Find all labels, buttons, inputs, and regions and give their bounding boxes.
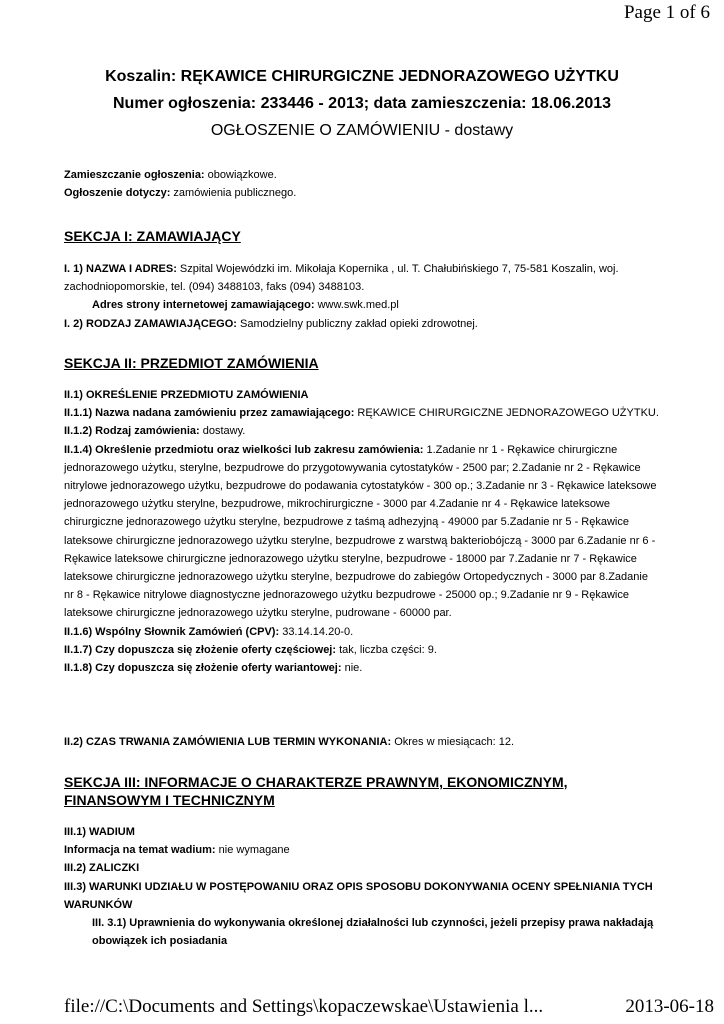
advances-label: III.2) ZALICZKI (64, 862, 140, 875)
deposit-label: III.1) WADIUM (64, 826, 135, 838)
order-scope (64, 441, 660, 623)
cpv-label: II.1.6) Wspólny Słownik Zamówień (CPV): (64, 625, 280, 638)
section-3-body (64, 823, 660, 950)
partial-offer-value: tak, liczba części: 9. (336, 643, 437, 656)
order-kind-label: II.1.2) Rodzaj zamówienia: (64, 425, 200, 438)
file-path: file://C:\Documents and Settings\kopaczewskae\Ustawienia l... (64, 996, 544, 1017)
announcement-type: OGŁOSZENIE O ZAMÓWIENIU - dostawy (210, 122, 514, 139)
variant-offer-value: nie. (341, 662, 363, 675)
order-scope-value: 1.Zadanie nr 1 - Rękawice chirurgiczne jednorazowego użytku, sterylne, bezpudrowe do przygotowywania cytostatyków - 2500 par; 2.Zadanie nr 2 - Rękawice nitrylowe jednorazowego użytku, bezpudrowe do podawania cytostatyków - 300 op.; 3.Zadanie nr 3 - Rękawice lateksowe jednorazowego użytku sterylne, bezpudrowe, mikrochirurgiczne - 3000 par 4.Zadanie nr 4 - Rękawice lateksowe chirurgiczne jednorazowego użytku sterylne, bezpudrowe z taśmą adhezyjną - 49000 par 5.Zadanie nr 5 - Rękawice lateksowe chirurgiczne jednorazowego użytku sterylne, bezpudrowe z warstwą bakteriobójczą - 3000 par 6.Zadanie nr 6 - Rękawice lateksowe chirurgiczne jednorazowego użytku sterylne, bezpudrowe - 18000 par 7.Zadanie nr 7 - Rękawice lateksowe chirurgiczne jednorazowego użytku sterylne, bezpudrowe do zabiegów Ortopedycznych - 3000 par 8.Zadanie nr 8 - Rękawice nitrylowe diagnostyczne jednorazowego użytku bezpudrowe - 25000 op.; 9.Zadanie nr 9 - Rękawice lateksowe chirurgiczne jednorazowego użytku sterylne, pudrowane - 60000 par. (64, 443, 657, 620)
intro-block (64, 166, 660, 202)
subject-definition: II.1) OKREŚLENIE PRZEDMIOTU ZAMÓWIENIA (64, 389, 309, 401)
cpv-line (64, 623, 660, 641)
contracting-type (64, 315, 660, 333)
duration-label: II.2) CZAS TRWANIA ZAMÓWIENIA LUB TERMIN WYKONANIA: (64, 736, 392, 748)
order-name-label: II.1.1) Nazwa nadana zamówieniu przez zamawiającego: (64, 407, 355, 420)
duration-line (64, 733, 660, 751)
order-scope-label: II.1.4) Określenie przedmiotu oraz wielkości lub zakresu zamówienia: (64, 443, 424, 456)
partial-offer-line (64, 641, 660, 659)
name-address-value: Szpital Wojewódzki im. Mikołaja Kopernika , ul. T. Chałubińskiego 7, 75-581 Koszalin, woj. zachodniopomorskie, tel. (094) 3488103, faks (094) 3488103. (64, 263, 619, 294)
announcement-number: Numer ogłoszenia: 233446 - 2013; data zamieszczenia: 18.06.2013 (112, 95, 612, 112)
order-kind-value: dostawy. (199, 425, 246, 438)
duration-value: Okres w miesiącach: 12. (391, 736, 515, 748)
variant-offer-label: II.1.8) Czy dopuszcza się złożenie oferty wariantowej: (64, 662, 342, 675)
placement-label: Zamieszczanie ogłoszenia: (64, 169, 205, 181)
deposit-info-label: Informacja na temat wadium: (64, 844, 216, 857)
order-kind (64, 422, 660, 440)
conditions-label: III.3) WARUNKI UDZIAŁU W POSTĘPOWANIU ORAZ OPIS SPOSOBU DOKONYWANIA OCENY SPEŁNIANIA TYCH WARUNKÓW (64, 880, 653, 911)
section-2-heading: SEKCJA II: PRZEDMIOT ZAMÓWIENIA (64, 355, 319, 371)
name-address (64, 260, 660, 296)
page-number: Page 1 of 6 (623, 2, 710, 23)
contracting-type-label: I. 2) RODZAJ ZAMAWIAJĄCEGO: (64, 317, 237, 330)
section-1-heading: SEKCJA I: ZAMAWIAJĄCY (64, 228, 241, 244)
print-date: 2013-06-18 (625, 996, 714, 1017)
concerns-line (64, 184, 660, 202)
section-1-body (64, 260, 660, 333)
website-label: Adres strony internetowej zamawiającego: (92, 299, 315, 312)
order-name (64, 404, 660, 422)
document-title: Koszalin: RĘKAWICE CHIRURGICZNE JEDNORAZOWEGO UŻYTKU (105, 68, 619, 85)
deposit-info-value: nie wymagane (215, 844, 290, 857)
variant-offer-line (64, 659, 660, 677)
cpv-value: 33.14.14.20-0. (279, 625, 354, 638)
print-footer (64, 996, 714, 1018)
deposit-info-line (64, 841, 660, 859)
section-2-body (64, 386, 660, 677)
concerns-value: zamówienia publicznego. (170, 187, 297, 200)
placement-line (64, 166, 660, 184)
concerns-label: Ogłoszenie dotyczy: (64, 187, 171, 200)
partial-offer-label: II.1.7) Czy dopuszcza się złożenie oferty częściowej: (64, 643, 337, 656)
order-name-value: RĘKAWICE CHIRURGICZNE JEDNORAZOWEGO UŻYTKU. (354, 407, 659, 420)
contracting-type-value: Samodzielny publiczny zakład opieki zdrowotnej. (236, 317, 478, 330)
placement-value: obowiązkowe. (204, 169, 277, 181)
website-value: www.swk.med.pl (314, 299, 399, 312)
website-line (64, 296, 660, 314)
section-3-heading: SEKCJA III: INFORMACJE O CHARAKTERZE PRAWNYM, EKONOMICZNYM, FINANSOWYM I TECHNICZNYM (64, 774, 568, 808)
name-address-label: I. 1) NAZWA I ADRES: (64, 263, 177, 275)
permissions-label: III. 3.1) Uprawnienia do wykonywania określonej działalności lub czynności, jeżeli przepisy prawa nakładają obowiązek ich posiadania (92, 917, 654, 948)
